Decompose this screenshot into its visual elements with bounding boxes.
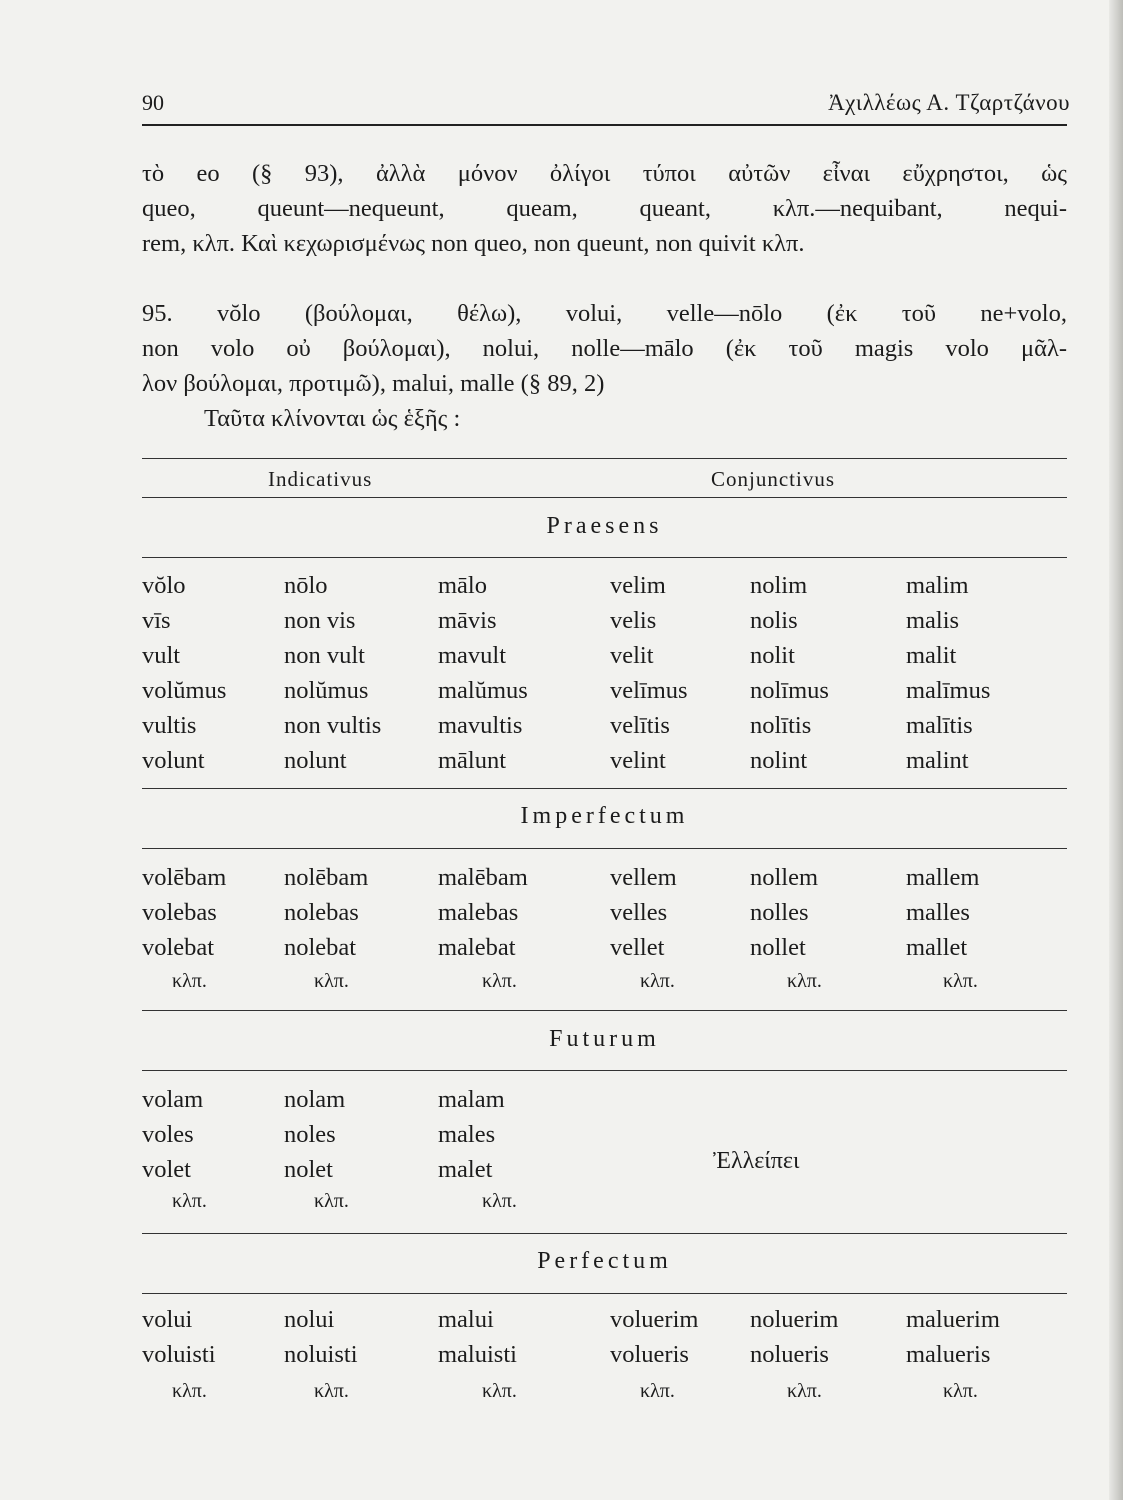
table-cell: nolīmus xyxy=(750,677,829,704)
table-row xyxy=(0,607,1123,641)
table-cell: maluerim xyxy=(906,1306,1000,1333)
section-rule xyxy=(142,1010,1067,1011)
table-row xyxy=(0,1306,1123,1340)
table-row xyxy=(0,864,1123,898)
table-cell: nolint xyxy=(750,747,808,774)
table-cell: volunt xyxy=(142,747,205,774)
section-title-perfectum: Perfectum xyxy=(537,1248,672,1274)
table-row xyxy=(0,934,1123,968)
paragraph-line: non volo οὐ βούλομαι), nolui, nolle—mālo (ἐκ τοῦ magis volo μᾶλ- xyxy=(142,335,1067,362)
etc-cell: κλπ. xyxy=(172,1190,207,1212)
table-cell: malēbam xyxy=(438,864,528,891)
table-cell: noluerim xyxy=(750,1306,839,1333)
etc-cell: κλπ. xyxy=(172,970,207,992)
etc-cell: κλπ. xyxy=(640,1380,675,1402)
table-cell: males xyxy=(438,1121,496,1148)
section-rule xyxy=(142,557,1067,558)
table-cell: malles xyxy=(906,899,970,926)
paragraph-line: 95. vŏlo (βούλομαι, θέλω), volui, velle—nōlo (ἐκ τοῦ ne+volo, xyxy=(142,300,1067,327)
table-cell: volui xyxy=(142,1306,193,1333)
table-cell: malit xyxy=(906,642,957,669)
table-cell: malebas xyxy=(438,899,519,926)
table-cell: nolītis xyxy=(750,712,812,739)
etc-cell: κλπ. xyxy=(482,1190,517,1212)
section-rule xyxy=(142,848,1067,849)
column-head-conjunctivus: Conjunctivus xyxy=(711,467,836,491)
section-title-imperfectum: Imperfectum xyxy=(520,803,689,829)
table-cell: volam xyxy=(142,1086,204,1113)
table-cell: malam xyxy=(438,1086,505,1113)
page-header xyxy=(142,90,1070,120)
paragraph-line: λον βούλομαι, προτιμῶ), malui, malle (§ 89, 2) xyxy=(142,370,605,397)
header-rule xyxy=(142,124,1067,126)
table-cell: nollem xyxy=(750,864,819,891)
table-cell: nolit xyxy=(750,642,795,669)
table-cell: non vult xyxy=(284,642,365,669)
etc-cell: κλπ. xyxy=(482,1380,517,1402)
table-cell: malis xyxy=(906,607,960,634)
table-cell: vŏlo xyxy=(142,572,186,599)
etc-cell: κλπ. xyxy=(314,970,349,992)
table-cell: volueris xyxy=(610,1341,689,1368)
paragraph-line: rem, κλπ. Καὶ κεχωρισμένως non queo, non queunt, non quivit κλπ. xyxy=(142,230,805,257)
table-cell: nollet xyxy=(750,934,806,961)
table-cell: maluisti xyxy=(438,1341,517,1368)
table-cell: malet xyxy=(438,1156,493,1183)
table-cell: velis xyxy=(610,607,657,634)
table-row xyxy=(0,1341,1123,1375)
etc-cell: κλπ. xyxy=(640,970,675,992)
table-cell: nolueris xyxy=(750,1341,829,1368)
table-cell: malim xyxy=(906,572,969,599)
table-cell: volebat xyxy=(142,934,215,961)
table-cell: nolet xyxy=(284,1156,333,1183)
table-cell: nolim xyxy=(750,572,808,599)
etc-cell: κλπ. xyxy=(314,1190,349,1212)
table-cell: nolunt xyxy=(284,747,347,774)
etc-row xyxy=(0,1380,1123,1414)
table-cell: malītis xyxy=(906,712,973,739)
etc-row xyxy=(0,1190,1123,1224)
table-cell: nolis xyxy=(750,607,798,634)
table-cell: nolēbam xyxy=(284,864,369,891)
table-cell: non vis xyxy=(284,607,356,634)
table-cell: velles xyxy=(610,899,668,926)
paragraph-line: τὸ eo (§ 93), ἀλλὰ μόνον ὀλίγοι τύποι αὐτῶν εἶναι εὔχρηστοι, ὡς xyxy=(142,160,1067,187)
paragraph-intro xyxy=(142,156,1067,261)
table-cell: vultis xyxy=(142,712,197,739)
table-cell: vellem xyxy=(610,864,677,891)
table-cell: malueris xyxy=(906,1341,991,1368)
table-top-rule xyxy=(142,458,1067,459)
table-cell: voles xyxy=(142,1121,194,1148)
table-row xyxy=(0,677,1123,711)
table-cell: nolui xyxy=(284,1306,335,1333)
etc-cell: κλπ. xyxy=(787,1380,822,1402)
table-cell: nolebas xyxy=(284,899,359,926)
table-cell: mālo xyxy=(438,572,487,599)
table-row xyxy=(0,899,1123,933)
table-row xyxy=(0,1121,1123,1155)
table-cell: volebas xyxy=(142,899,217,926)
table-cell: mallet xyxy=(906,934,968,961)
section-rule xyxy=(142,1070,1067,1071)
table-row xyxy=(0,1156,1123,1190)
etc-cell: κλπ. xyxy=(943,1380,978,1402)
table-row xyxy=(0,712,1123,746)
section-title-futurum: Futurum xyxy=(549,1026,660,1052)
table-row xyxy=(0,1086,1123,1120)
table-cell: velit xyxy=(610,642,654,669)
table-cell: mālunt xyxy=(438,747,507,774)
table-row xyxy=(0,572,1123,606)
table-cell: mavult xyxy=(438,642,507,669)
table-cell: noles xyxy=(284,1121,336,1148)
table-cell: volŭmus xyxy=(142,677,227,704)
table-cell: vellet xyxy=(610,934,665,961)
table-cell: voluerim xyxy=(610,1306,699,1333)
column-head-indicativus: Indicativus xyxy=(268,467,373,491)
etc-cell: κλπ. xyxy=(482,970,517,992)
etc-cell: κλπ. xyxy=(943,970,978,992)
paragraph-line: queo, queunt—nequeunt, queam, queant, κλπ.—nequibant, nequi- xyxy=(142,195,1067,222)
etc-cell: κλπ. xyxy=(787,970,822,992)
table-cell: malui xyxy=(438,1306,494,1333)
table-row xyxy=(0,747,1123,781)
column-head-rule xyxy=(142,497,1067,498)
table-cell: mavultis xyxy=(438,712,523,739)
table-cell: noluisti xyxy=(284,1341,358,1368)
etc-cell: κλπ. xyxy=(172,1380,207,1402)
table-cell: nolles xyxy=(750,899,809,926)
table-cell: malebat xyxy=(438,934,516,961)
section-rule xyxy=(142,1233,1067,1234)
paragraph-line: Ταῦτα κλίνονται ὡς ἑξῆς : xyxy=(204,405,461,432)
table-cell: velītis xyxy=(610,712,670,739)
section-title-praesens: Praesens xyxy=(546,513,663,539)
table-cell: nolam xyxy=(284,1086,346,1113)
table-cell: velint xyxy=(610,747,666,774)
table-cell: voluisti xyxy=(142,1341,216,1368)
table-cell: velim xyxy=(610,572,666,599)
table-cell: nolebat xyxy=(284,934,357,961)
table-cell: māvis xyxy=(438,607,497,634)
table-cell: non vultis xyxy=(284,712,382,739)
section-rule xyxy=(142,788,1067,789)
section-rule xyxy=(142,1293,1067,1294)
table-cell: mallem xyxy=(906,864,980,891)
table-cell: velīmus xyxy=(610,677,688,704)
table-row xyxy=(0,642,1123,676)
table-cell: volet xyxy=(142,1156,191,1183)
table-cell: vult xyxy=(142,642,181,669)
table-cell: nolŭmus xyxy=(284,677,369,704)
table-cell: malŭmus xyxy=(438,677,528,704)
futurum-missing-note: Ἐλλείπει xyxy=(713,1148,800,1174)
etc-cell: κλπ. xyxy=(314,1380,349,1402)
table-cell: vīs xyxy=(142,607,171,634)
etc-row xyxy=(0,970,1123,1004)
table-cell: volēbam xyxy=(142,864,227,891)
page-number: 90 xyxy=(142,90,164,115)
table-cell: nōlo xyxy=(284,572,328,599)
running-head: Ἀχιλλέως Α. Τζαρτζάνου xyxy=(828,90,1070,115)
table-cell: malīmus xyxy=(906,677,991,704)
table-cell: malint xyxy=(906,747,969,774)
paragraph-95 xyxy=(142,296,1067,436)
